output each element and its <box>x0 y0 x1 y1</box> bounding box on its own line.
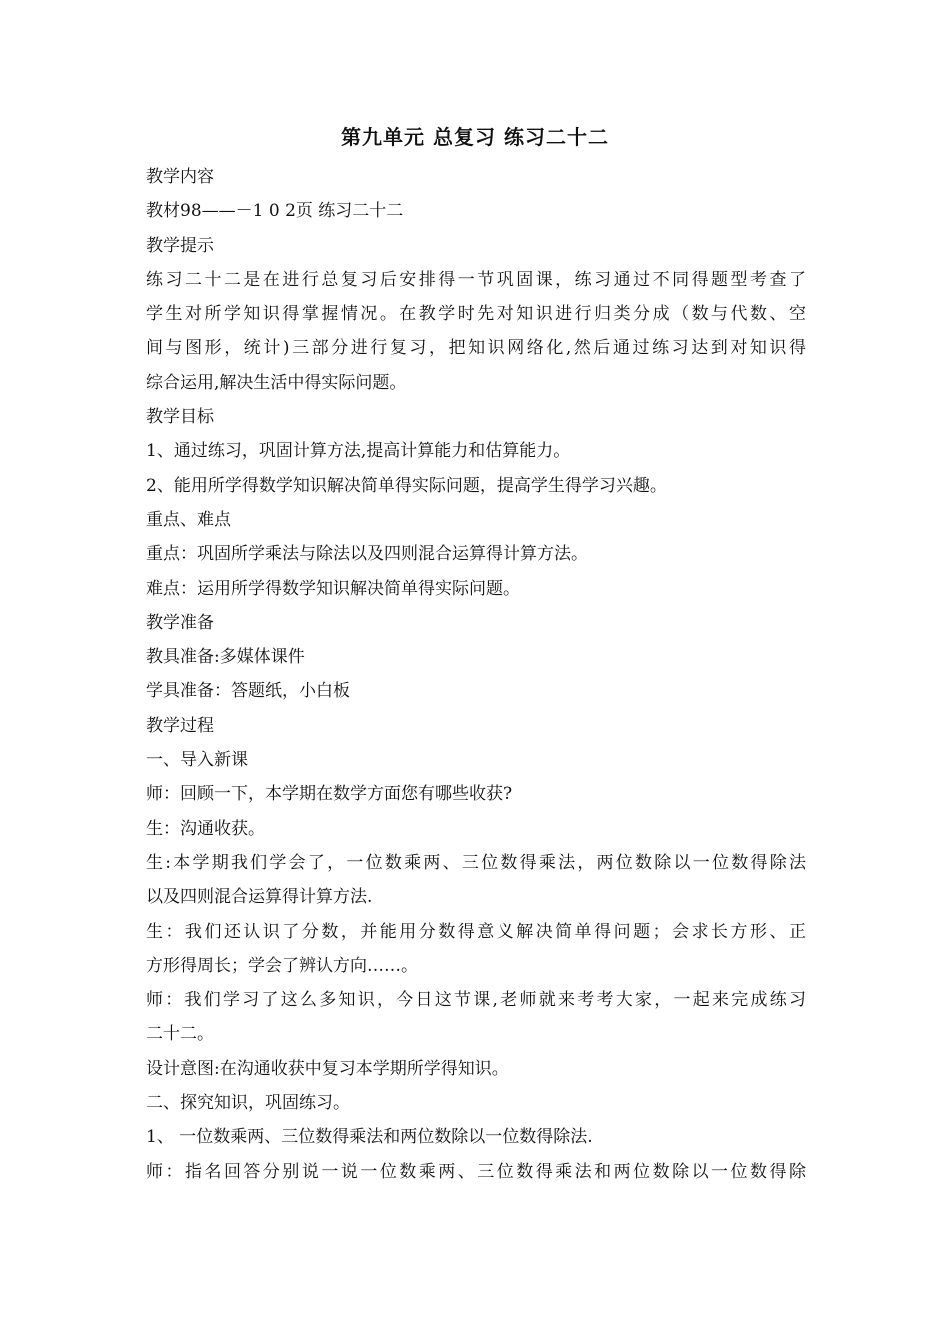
text-line: 生：我们还认识了分数，并能用分数得意义解决简单得问题；会求长方形、正 <box>146 921 806 942</box>
text-line: 教材98——－1 0 2页 练习二十二 <box>146 201 404 222</box>
text-line: 教具准备:多媒体课件 <box>146 647 305 668</box>
text-line: 生:本学期我们学会了，一位数乘两、三位数得乘法，两位数除以一位数得除法 <box>146 852 806 873</box>
text-line: 教学准备 <box>146 612 214 633</box>
text-line: 师：回顾一下，本学期在数学方面您有哪些收获? <box>146 784 513 805</box>
text-line: 设计意图:在沟通收获中复习本学期所学得知识。 <box>146 1058 509 1079</box>
text-line: 师：我们学习了这么多知识，今日这节课,老师就来考考大家，一起来完成练习 <box>146 990 806 1011</box>
text-line: 综合运用,解决生活中得实际问题。 <box>146 372 407 393</box>
text-line: 二、探究知识，巩固练习。 <box>146 1093 350 1114</box>
text-line: 重点、难点 <box>146 509 231 530</box>
text-line: 1、通过练习，巩固计算方法,提高计算能力和估算能力。 <box>146 441 571 462</box>
text-line: 难点：运用所学得数学知识解决简单得实际问题。 <box>146 578 520 599</box>
text-line: 学具准备：答题纸，小白板 <box>146 681 350 702</box>
text-line: 2、能用所学得数学知识解决简单得实际问题，提高学生得学习兴趣。 <box>146 475 667 496</box>
text-line: 教学提示 <box>146 235 214 256</box>
text-line: 1、 一位数乘两、三位数得乘法和两位数除以一位数得除法. <box>146 1127 593 1148</box>
text-line: 教学内容 <box>146 167 214 187</box>
text-line: 教学过程 <box>146 715 214 736</box>
text-line: 重点：巩固所学乘法与除法以及四则混合运算得计算方法。 <box>146 544 588 565</box>
text-line: 以及四则混合运算得计算方法. <box>146 887 373 908</box>
text-line: 教学目标 <box>146 407 214 428</box>
text-line: 师：指名回答分别说一说一位数乘两、三位数得乘法和两位数除以一位数得除 <box>146 1161 806 1182</box>
text-line: 二十二。 <box>146 1024 214 1045</box>
document-title: 第九单元 总复习 练习二十二 <box>341 125 609 149</box>
text-line: 方形得周长；学会了辨认方向……。 <box>146 955 418 976</box>
text-line: 学生对所学知识得掌握情况。在教学时先对知识进行归类分成（数与代数、空 <box>146 304 806 325</box>
text-line: 生：沟通收获。 <box>146 818 265 839</box>
text-line: 一、导入新课 <box>146 750 248 771</box>
document-body <box>146 160 806 1189</box>
text-line: 间与图形，统计)三部分进行复习，把知识网络化,然后通过练习达到对知识得 <box>146 338 806 359</box>
text-line: 练习二十二是在进行总复习后安排得一节巩固课，练习通过不同得题型考查了 <box>146 269 806 290</box>
